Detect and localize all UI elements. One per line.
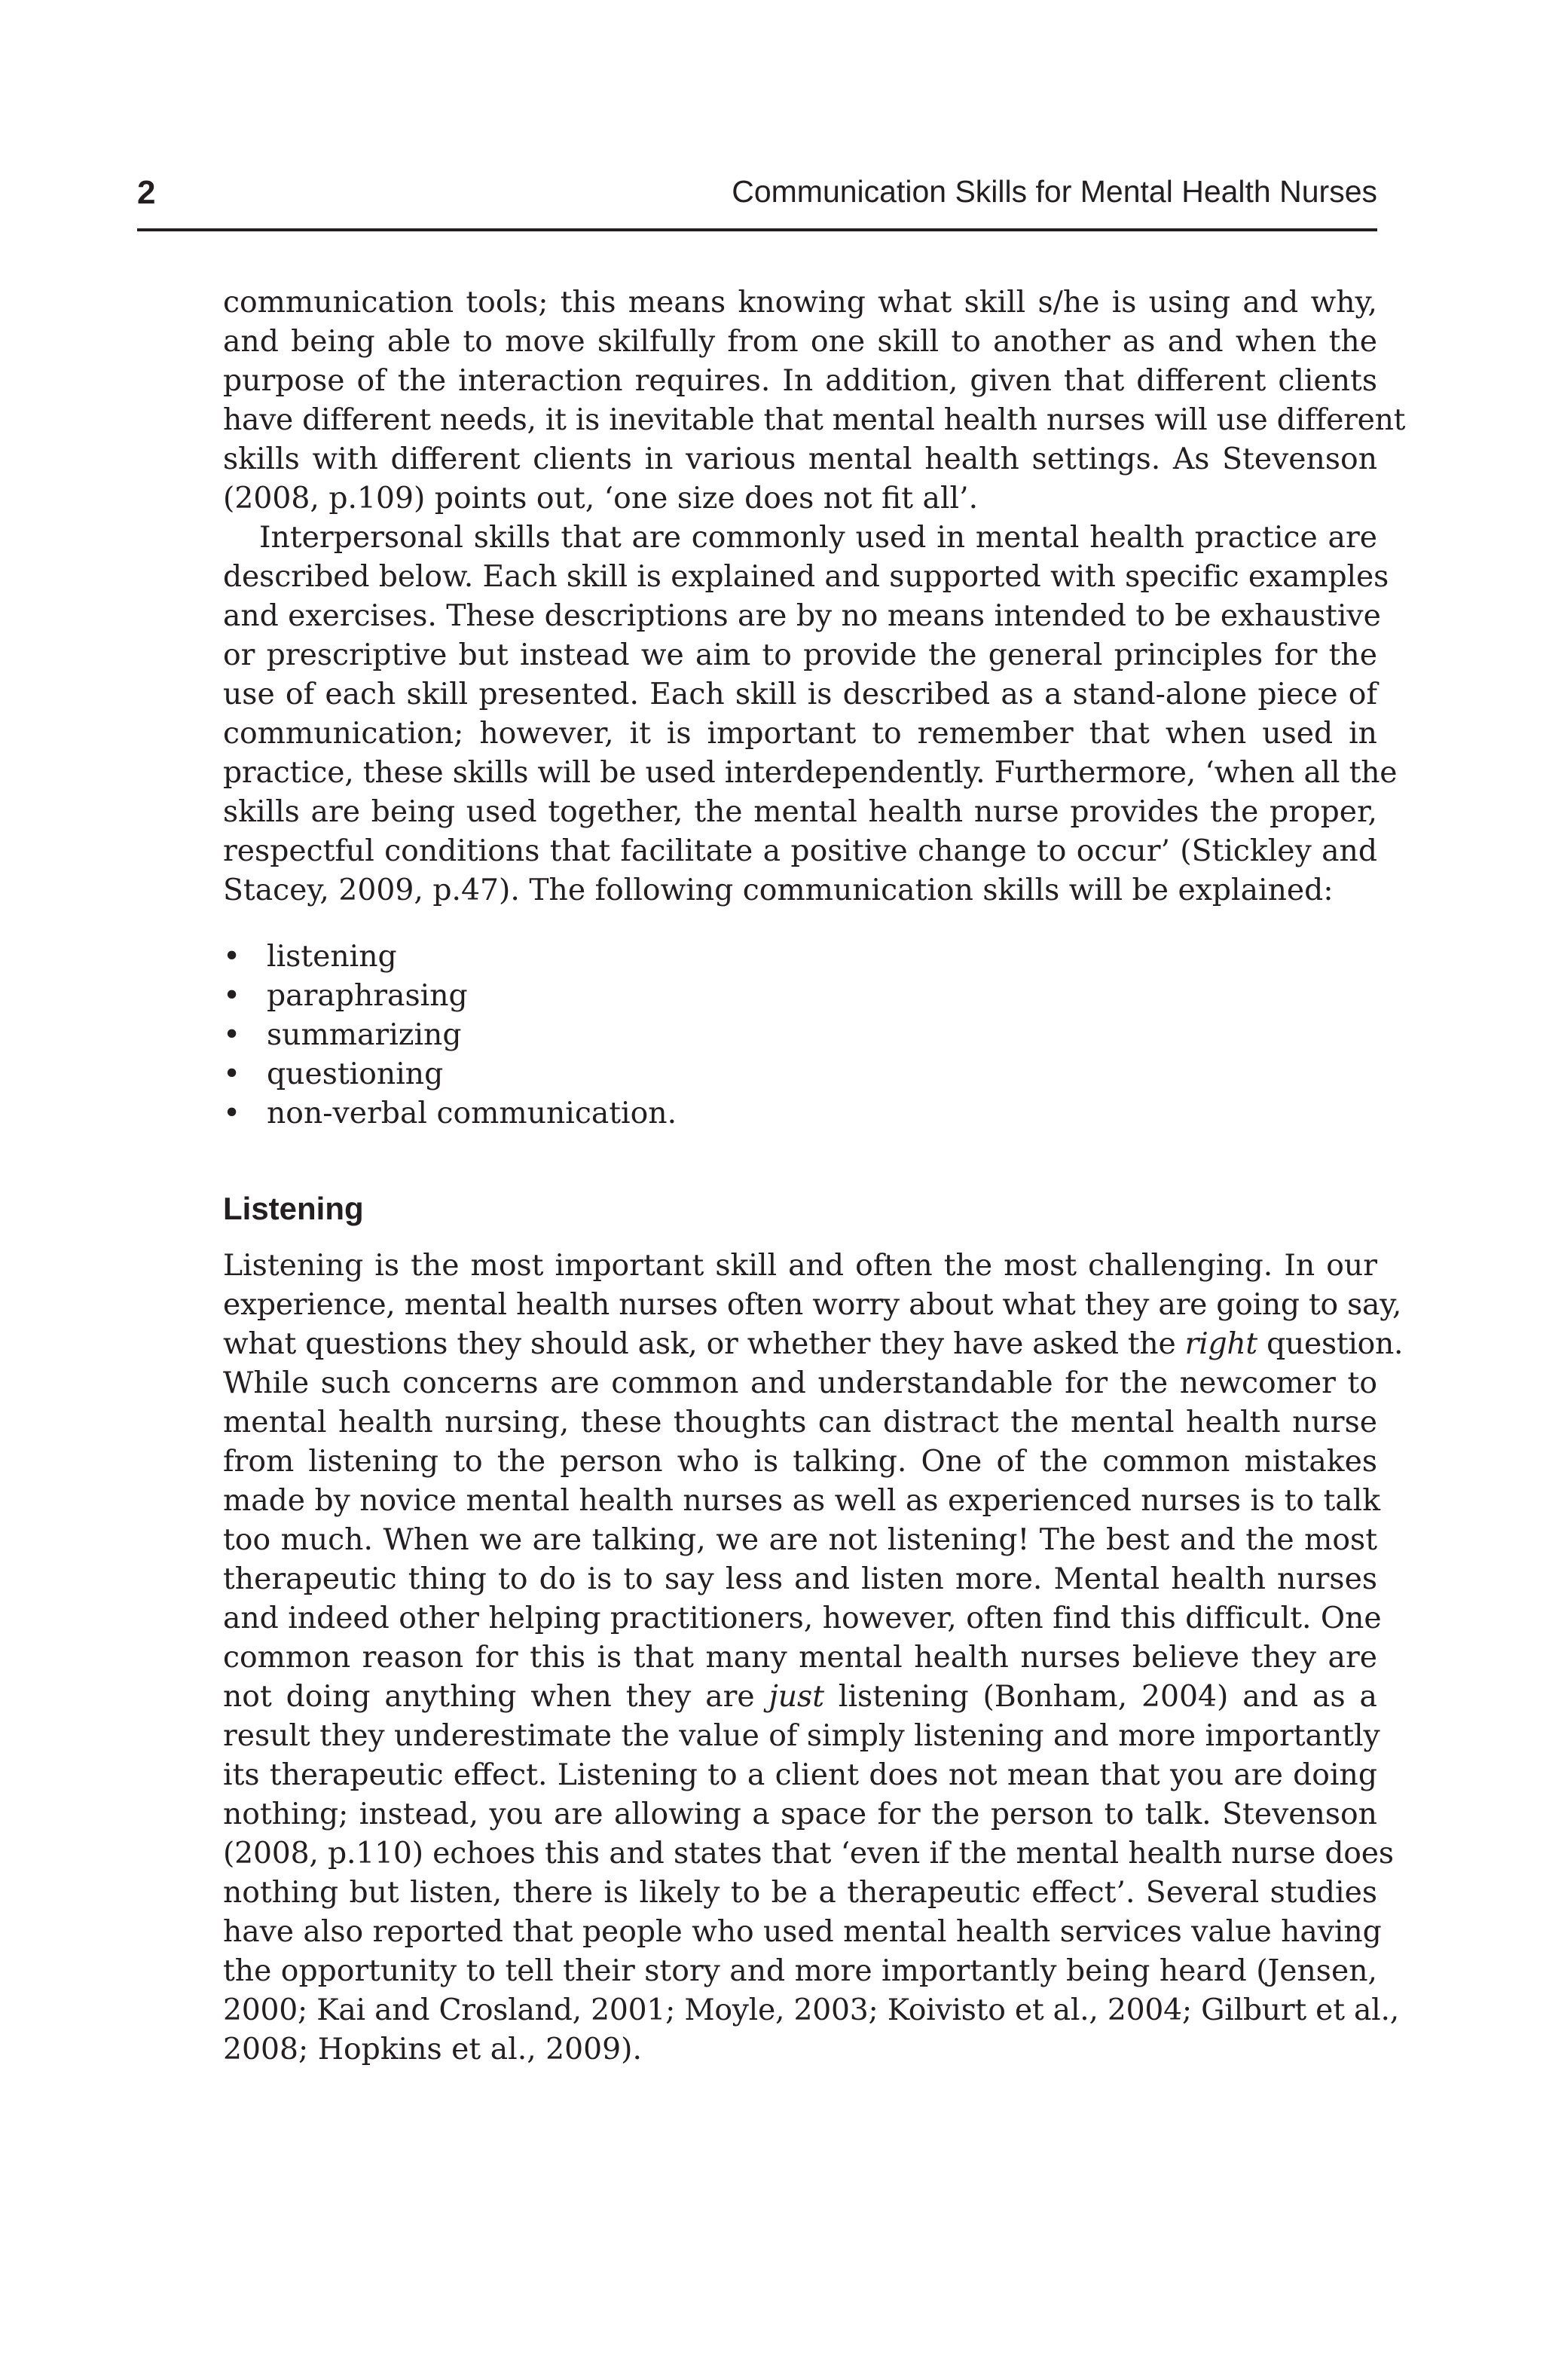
text-line: 2008; Hopkins et al., 2009).: [223, 2033, 643, 2066]
skills-list: [223, 938, 1377, 1133]
text-line: (2008, p.109) points out, ‘one size does not fit all’.: [223, 482, 979, 515]
list-item: [223, 977, 1377, 1016]
text-line: described below. Each skill is explained and supported with specific examples: [223, 560, 1389, 594]
text-run: not doing anything when they are: [223, 1680, 769, 1714]
text-line: use of each skill presented. Each skill is described as a stand-alone piece of: [223, 678, 1377, 711]
text-line: nothing but listen, there is likely to be a therapeutic effect’. Several studies: [223, 1876, 1377, 1910]
list-item-label: listening: [267, 940, 397, 974]
text-run: listening (Bonham, 2004) and as a: [824, 1680, 1377, 1714]
text-line: skills are being used together, the mental health nurse provides the proper,: [223, 795, 1377, 829]
text-line: made by novice mental health nurses as well as experienced nurses is to talk: [223, 1484, 1380, 1518]
book-title: Communication Skills for Mental Health Nurses: [732, 174, 1377, 209]
text-line: therapeutic thing to do is to say less and listen more. Mental health nurses: [223, 1562, 1377, 1596]
text-line: Listening is the most important skill and often the most challenging. In our: [223, 1249, 1377, 1283]
page-number: 2: [137, 174, 156, 211]
text-line: or prescriptive but instead we aim to provide the general principles for the: [223, 638, 1377, 672]
text-line: nothing; instead, you are allowing a space for the person to talk. Stevenson: [223, 1797, 1377, 1831]
page-body: [223, 283, 1406, 2069]
text-line: skills with different clients in various mental health settings. As Stevenson: [223, 442, 1377, 476]
text-line: [223, 1678, 1377, 1717]
text-line: result they underestimate the value of simply listening and more importantly: [223, 1719, 1380, 1753]
bullet-icon: •: [223, 1097, 241, 1130]
list-item-label: summarizing: [267, 1018, 462, 1052]
section-heading-listening: Listening: [223, 1191, 364, 1226]
text-line: (2008, p.110) echoes this and states that ‘even if the mental health nurse does: [223, 1837, 1394, 1871]
text-line: experience, mental health nurses often worry about what they are going to say,: [223, 1288, 1402, 1322]
text-line: [223, 1325, 1404, 1364]
bullet-icon: •: [223, 979, 241, 1013]
list-item: [223, 1055, 1377, 1094]
list-item-label: non-verbal communication.: [267, 1097, 677, 1130]
text-line: 2000; Kai and Crosland, 2001; Moyle, 2003; Koivisto et al., 2004; Gilburt et al.,: [223, 1993, 1399, 2027]
text-line: and indeed other helping practitioners, however, often find this difficult. One: [223, 1601, 1382, 1635]
list-item-label: questioning: [267, 1057, 444, 1091]
text-line: have also reported that people who used mental health services value having: [223, 1915, 1382, 1949]
text-line: respectful conditions that facilitate a positive change to occur’ (Stickley and: [223, 834, 1377, 868]
paragraph-interpersonal-skills: [223, 519, 1398, 910]
list-item: [223, 938, 1377, 977]
text-line: communication; however, it is important to remember that when used in: [223, 717, 1377, 751]
text-run: question.: [1257, 1327, 1404, 1361]
bullet-icon: •: [223, 940, 241, 974]
text-line: and exercises. These descriptions are by no means intended to be exhaustive: [223, 599, 1381, 633]
text-line: Stacey, 2009, p.47). The following communication skills will be explained:: [223, 873, 1334, 907]
text-line: purpose of the interaction requires. In addition, given that different clients: [223, 364, 1377, 398]
text-line: and being able to move skilfully from one skill to another as and when the: [223, 325, 1377, 359]
text-line: communication tools; this means knowing what skill s/he is using and why,: [223, 286, 1377, 320]
text-line: from listening to the person who is talking. One of the common mistakes: [223, 1445, 1377, 1479]
text-line: mental health nursing, these thoughts can distract the mental health nurse: [223, 1406, 1377, 1439]
text-line: practice, these skills will be used interdependently. Furthermore, ‘when all the: [223, 756, 1398, 790]
text-line: common reason for this is that many mental health nurses believe they are: [223, 1641, 1377, 1675]
text-line: too much. When we are talking, we are not listening! The best and the most: [223, 1523, 1377, 1557]
running-header: [137, 172, 1377, 217]
paragraph-listening: [223, 1247, 1404, 2069]
list-item: [223, 1016, 1377, 1055]
text-line: Interpersonal skills that are commonly used in mental health practice are: [259, 521, 1377, 555]
text-line: have different needs, it is inevitable that mental health nurses will use different: [223, 403, 1406, 437]
text-line: its therapeutic effect. Listening to a client does not mean that you are doing: [223, 1758, 1377, 1792]
bullet-icon: •: [223, 1057, 241, 1091]
list-item-label: paraphrasing: [267, 979, 468, 1013]
text-line: While such concerns are common and understandable for the newcomer to: [223, 1366, 1377, 1400]
list-item: [223, 1094, 1377, 1133]
emphasis-text: right: [1184, 1327, 1257, 1361]
paragraph-intro-continued: [223, 283, 1406, 519]
bullet-icon: •: [223, 1018, 241, 1052]
text-run: what questions they should ask, or whether they have asked the: [223, 1327, 1185, 1361]
emphasis-text: just: [768, 1680, 825, 1714]
text-line: the opportunity to tell their story and more importantly being heard (Jensen,: [223, 1954, 1377, 1988]
header-rule: [137, 228, 1377, 231]
